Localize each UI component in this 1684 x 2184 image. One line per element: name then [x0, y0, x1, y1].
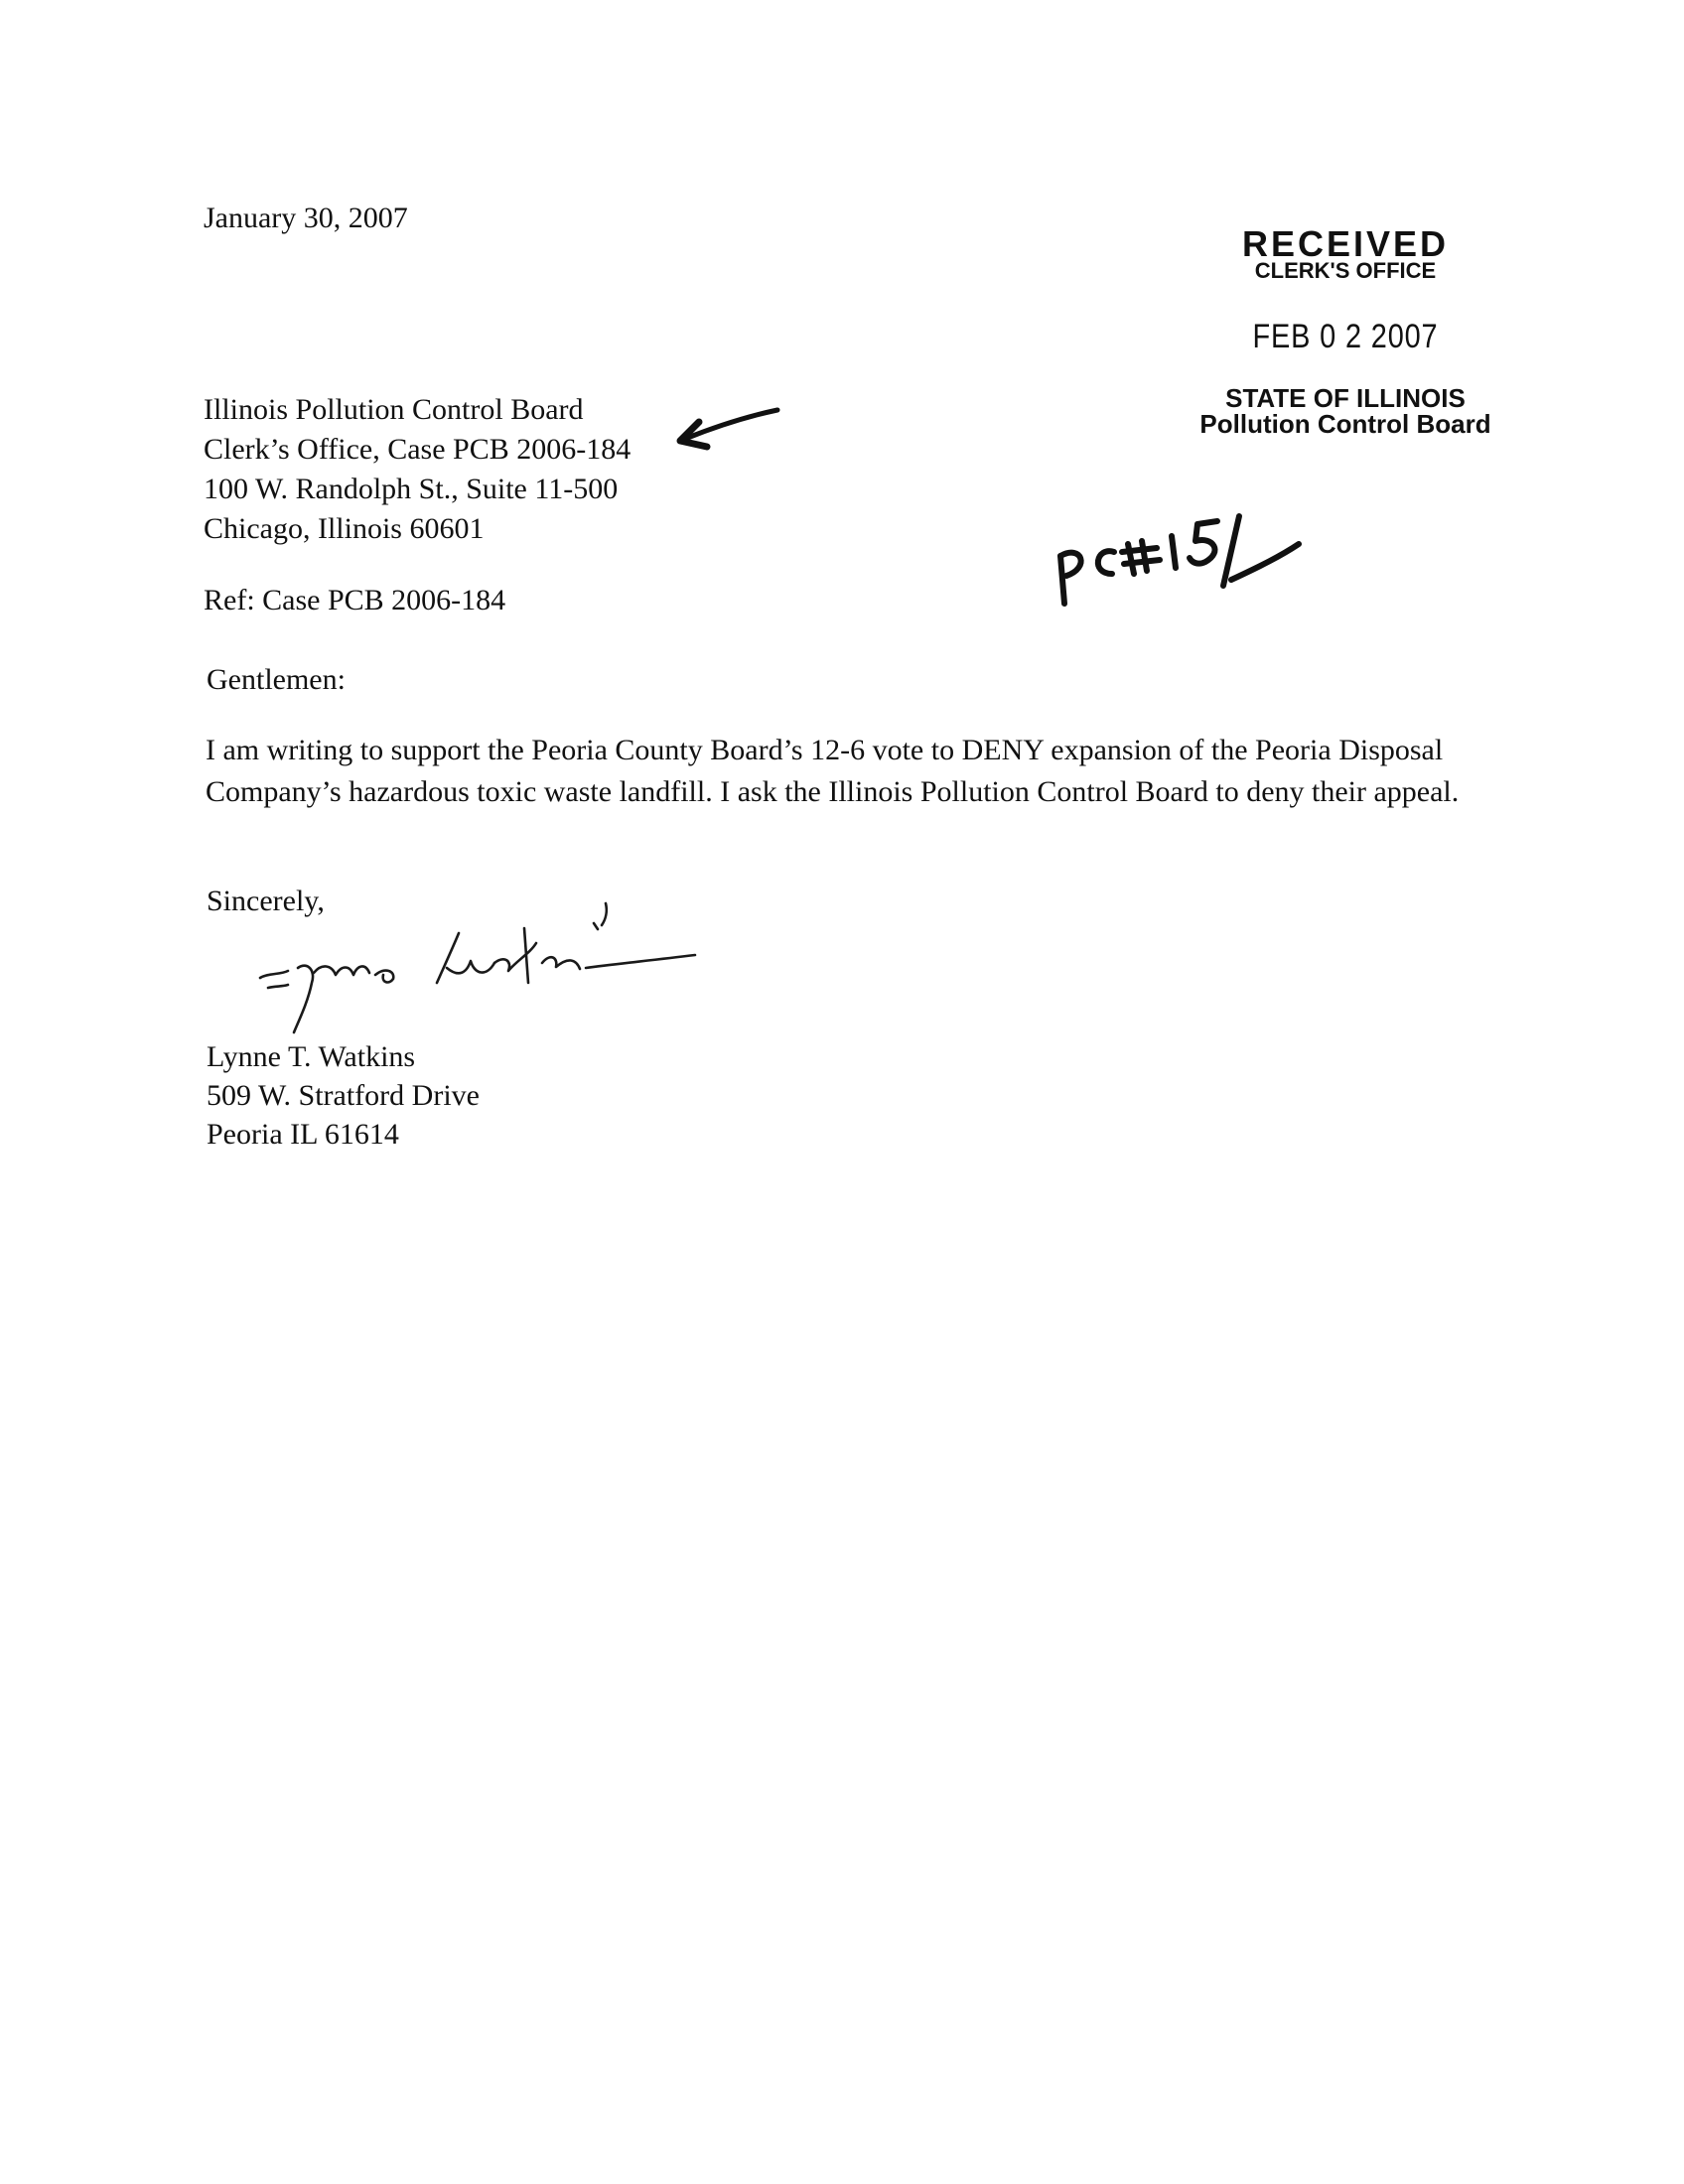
stamp-received: RECEIVED: [1241, 223, 1450, 264]
recipient-line: Chicago, Illinois 60601: [204, 512, 485, 545]
recipient-line: Clerk’s Office, Case PCB 2006-184: [204, 433, 632, 466]
recipient-line: Illinois Pollution Control Board: [204, 393, 584, 426]
stamp-office: CLERK'S OFFICE: [1254, 258, 1437, 283]
stamp-board: Pollution Control Board: [1199, 409, 1491, 439]
signature-icon: [260, 903, 695, 1032]
handwritten-note-pc151: [1060, 516, 1299, 604]
letter-date: January 30, 2007: [204, 202, 408, 234]
closing: Sincerely,: [207, 885, 325, 917]
reference-line: Ref: Case PCB 2006-184: [204, 584, 506, 616]
stamp-state: STATE OF ILLINOIS: [1225, 383, 1466, 413]
sender-line: 509 W. Stratford Drive: [207, 1079, 480, 1112]
sender-line: Peoria IL 61614: [207, 1118, 399, 1151]
arrow-icon: [680, 410, 777, 447]
salutation: Gentlemen:: [207, 663, 346, 696]
letter-body: I am writing to support the Peoria County Board’s 12-6 vote to DENY expansion of the Peoria Disposal Company’s hazardous toxic waste landfill. I ask the Illinois Pollution Control Board to deny their appeal.: [206, 734, 1460, 808]
sender-line: Lynne T. Watkins: [207, 1040, 416, 1073]
recipient-line: 100 W. Randolph St., Suite 11-500: [204, 473, 619, 505]
stamp-date: FEB 0 2 2007: [1252, 318, 1439, 355]
